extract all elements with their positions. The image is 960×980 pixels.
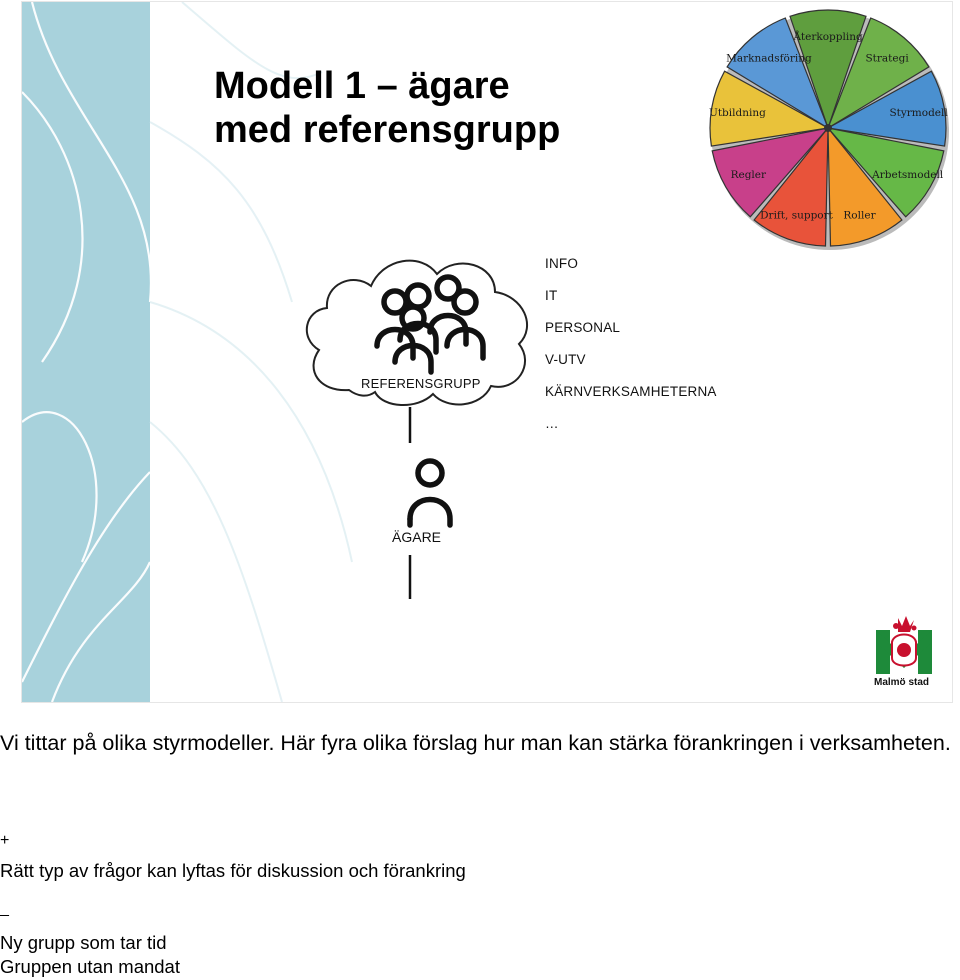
wheel-segment-label: Arbetsmodell [872, 169, 944, 181]
topic-ellipsis: … [545, 416, 559, 431]
note-plus-symbol: + [0, 832, 10, 849]
wheel-segment-label: Återkoppling [793, 31, 863, 43]
note-minus-line: Gruppen utan mandat [0, 956, 180, 977]
reference-group [297, 240, 537, 410]
wheel-segment-label: Roller [843, 209, 876, 222]
slide-title-line: med referensgrupp [214, 109, 561, 151]
governance-wheel [700, 4, 952, 252]
slide-title-line: Modell 1 – ägare [214, 65, 510, 107]
logo-text: Malmö stad [874, 677, 930, 688]
owner-person-icon [382, 407, 472, 607]
wheel-hub [824, 124, 832, 132]
speaker-notes [0, 728, 960, 977]
topic-info: INFO [545, 256, 579, 271]
note-plus-text: Rätt typ av frågor kan lyftas för diskussion och förankring [0, 860, 466, 881]
topic-v-utv: V-UTV [545, 352, 586, 367]
topic-personal: PERSONAL [545, 320, 621, 335]
topic-it: IT [545, 288, 558, 303]
wheel-segment-label: Drift, support [760, 209, 833, 222]
wheel-segment-label: Regler [730, 169, 767, 181]
topic-karnverksamheterna: KÄRNVERKSAMHETERNA [545, 384, 717, 399]
note-intro: Vi tittar på olika styrmodeller. Här fyra olika förslag hur man kan stärka förankringen i verksamheten. [0, 731, 951, 755]
wheel-segment-label: Utbildning [708, 107, 766, 119]
owner [382, 407, 472, 607]
note-minus-line: Ny grupp som tar tid [0, 932, 167, 953]
owner-label: ÄGARE [392, 529, 442, 545]
note-minus-symbol: _ [0, 900, 9, 917]
wheel-segment-label: Styrmodell [889, 107, 948, 119]
reference-group-label: REFERENSGRUPP [361, 376, 481, 391]
wheel-segment-label: Strategi [865, 52, 909, 65]
slide [22, 2, 952, 702]
slide-title [214, 64, 560, 152]
wheel-segment-label: Marknadsföring [726, 52, 812, 65]
